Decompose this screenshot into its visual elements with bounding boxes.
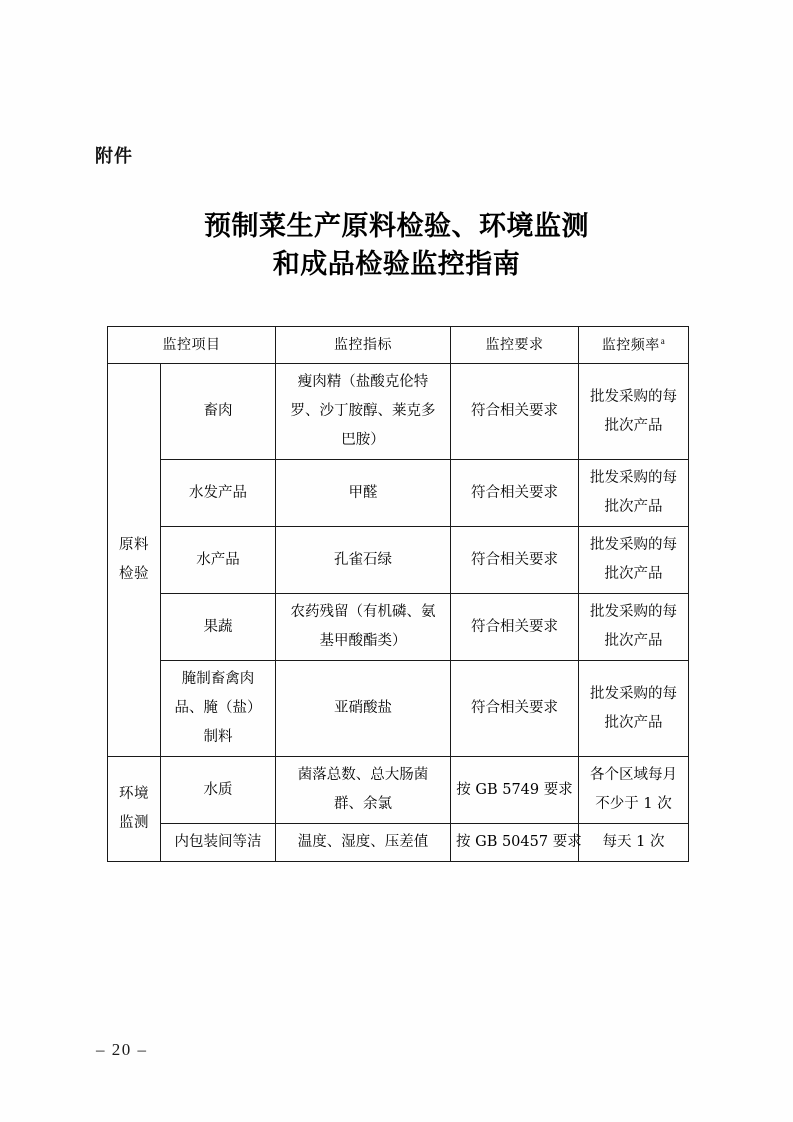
frequency-cell bbox=[579, 661, 689, 757]
frequency-cell bbox=[579, 824, 689, 862]
footnote-marker-a: a bbox=[660, 335, 666, 346]
category-cell-raw-material-inspection bbox=[108, 364, 161, 757]
requirement-cell bbox=[451, 594, 579, 661]
column-header-monitoring-item: 监控项目 bbox=[108, 327, 276, 364]
frequency-line: 每天 1 次 bbox=[602, 834, 665, 850]
frequency-line: 批次产品 bbox=[604, 417, 663, 434]
item-cell bbox=[161, 460, 276, 527]
indicator-line: 基甲酸酯类） bbox=[319, 633, 407, 649]
frequency-cell bbox=[579, 527, 689, 594]
item-line: 畜肉 bbox=[203, 403, 233, 419]
item-cell bbox=[161, 757, 276, 824]
table-row bbox=[108, 757, 689, 824]
item-line: 水发产品 bbox=[189, 484, 247, 501]
item-cell bbox=[161, 661, 276, 757]
category-label-line-2: 检验 bbox=[119, 566, 149, 582]
indicator-line: 巴胺） bbox=[341, 432, 385, 448]
requirement-line: 按 GB 50457 要求 bbox=[456, 834, 582, 850]
column-header-monitoring-frequency bbox=[579, 327, 689, 364]
table-header-row bbox=[108, 327, 689, 364]
attachment-label: 附件 bbox=[95, 146, 133, 167]
frequency-line: 批发采购的每 bbox=[590, 388, 677, 405]
item-line: 品、腌（盐） bbox=[174, 700, 262, 716]
item-line: 果蔬 bbox=[203, 618, 233, 635]
indicator-cell bbox=[276, 757, 451, 824]
column-header-monitoring-indicator: 监控指标 bbox=[276, 327, 451, 364]
frequency-line: 批次产品 bbox=[604, 633, 663, 649]
item-cell bbox=[161, 364, 276, 460]
item-line: 水质 bbox=[203, 781, 233, 798]
item-line: 水产品 bbox=[196, 551, 240, 568]
table-row bbox=[108, 594, 689, 661]
table-row bbox=[108, 661, 689, 757]
requirement-line: 符合相关要求 bbox=[471, 618, 558, 635]
category-label-line-2: 监测 bbox=[119, 815, 149, 831]
requirement-cell bbox=[451, 364, 579, 460]
indicator-line: 甲醛 bbox=[348, 484, 378, 501]
frequency-line: 各个区域每月 bbox=[590, 767, 677, 783]
frequency-cell bbox=[579, 594, 689, 661]
requirement-line: 符合相关要求 bbox=[471, 700, 558, 716]
frequency-cell bbox=[579, 460, 689, 527]
table-row bbox=[108, 824, 689, 862]
indicator-line: 温度、湿度、压差值 bbox=[297, 834, 429, 850]
frequency-line: 批发采购的每 bbox=[590, 685, 677, 702]
indicator-cell bbox=[276, 527, 451, 594]
requirement-cell bbox=[451, 661, 579, 757]
category-label-line-1: 环境 bbox=[119, 786, 149, 802]
item-line: 内包装间等洁 bbox=[174, 834, 262, 850]
monitoring-guide-table-wrapper bbox=[107, 326, 688, 862]
page-title-line-2: 和成品检验监控指南 bbox=[272, 249, 521, 281]
table-row bbox=[108, 527, 689, 594]
item-cell bbox=[161, 594, 276, 661]
frequency-cell bbox=[579, 757, 689, 824]
indicator-cell bbox=[276, 364, 451, 460]
page-title bbox=[0, 208, 793, 285]
requirement-cell bbox=[451, 757, 579, 824]
requirement-line: 符合相关要求 bbox=[471, 403, 558, 419]
table-row bbox=[108, 460, 689, 527]
category-label-line-1: 原料 bbox=[119, 537, 149, 553]
indicator-line: 菌落总数、总大肠菌 bbox=[297, 767, 429, 783]
table-header bbox=[108, 327, 689, 364]
requirement-line: 符合相关要求 bbox=[471, 551, 558, 568]
requirement-line: 符合相关要求 bbox=[471, 484, 558, 501]
table-body bbox=[108, 364, 689, 862]
requirement-line: 按 GB 5749 要求 bbox=[456, 781, 573, 798]
indicator-line: 瘦肉精（盐酸克伦特 bbox=[297, 374, 429, 390]
frequency-cell bbox=[579, 364, 689, 460]
indicator-cell bbox=[276, 460, 451, 527]
item-line: 制料 bbox=[203, 729, 233, 745]
item-line: 腌制畜禽肉 bbox=[181, 671, 255, 687]
indicator-line: 亚硝酸盐 bbox=[334, 700, 392, 716]
indicator-cell bbox=[276, 824, 451, 862]
frequency-line: 批发采购的每 bbox=[590, 604, 677, 620]
indicator-cell bbox=[276, 594, 451, 661]
column-header-frequency-text: 监控频率 bbox=[601, 337, 660, 354]
requirement-cell bbox=[451, 527, 579, 594]
indicator-line: 农药残留（有机磷、氨 bbox=[290, 604, 436, 620]
item-cell bbox=[161, 824, 276, 862]
monitoring-guide-table bbox=[107, 326, 689, 862]
frequency-line: 不少于 1 次 bbox=[595, 796, 672, 812]
table-row bbox=[108, 364, 689, 460]
frequency-line: 批次产品 bbox=[604, 714, 663, 731]
requirement-cell bbox=[451, 824, 582, 862]
frequency-line: 批次产品 bbox=[604, 499, 663, 515]
frequency-line: 批发采购的每 bbox=[590, 470, 677, 486]
page-title-line-1: 预制菜生产原料检验、环境监测 bbox=[204, 211, 589, 242]
indicator-line: 罗、沙丁胺醇、莱克多 bbox=[290, 403, 436, 419]
frequency-line: 批发采购的每 bbox=[590, 537, 677, 553]
frequency-line: 批次产品 bbox=[604, 566, 663, 582]
indicator-line: 群、余氯 bbox=[334, 796, 392, 812]
column-header-monitoring-requirement: 监控要求 bbox=[451, 327, 579, 364]
indicator-line: 孔雀石绿 bbox=[334, 551, 392, 568]
requirement-cell bbox=[451, 460, 579, 527]
category-cell-environmental-monitoring bbox=[108, 757, 161, 862]
page-number: – 20 – bbox=[96, 1040, 148, 1059]
item-cell bbox=[161, 527, 276, 594]
indicator-cell bbox=[276, 661, 451, 757]
